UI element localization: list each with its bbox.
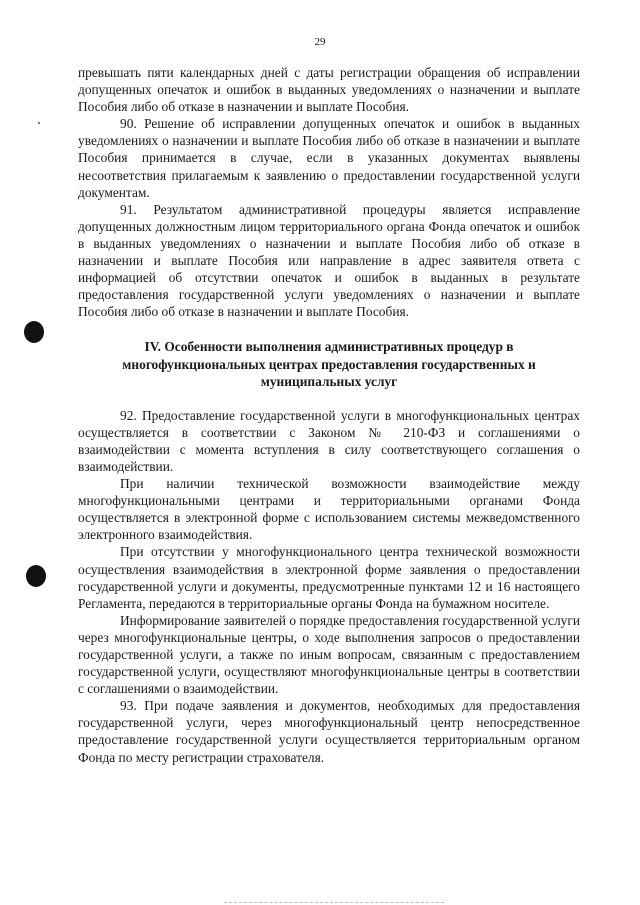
page-number: 29 [314,36,326,48]
paragraph-90: 90. Решение об исправлении допущенных опечаток и ошибок в выданных уведомлениях о назначении и выплате Пособия либо об отказе в назначении и выплате Пособия принимается в случае, если в указанных документах выявлены несоответствия прилагаемым к заявлению о предоставлении государственной услуги документам. [78,116,580,200]
bottom-edge-line [224,902,444,903]
margin-mark [38,122,40,124]
document-body [78,64,580,766]
paragraph-91: 91. Результатом административной процедуры является исправление допущенных должностным лицом территориального органа Фонда опечаток и ошибок в выданных уведомлениях о назначении и выплате Пособия либо об отказе в назначении и выплате Пособия или направление в адрес заявителя ответа с информацией об отсутствии опечаток и ошибок в выданных в результате предоставления государственной услуги уведомлениях о назначении и выплате Пособия либо об отказе в назначении и выплате Пособия. [78,201,580,320]
paragraph-92-paper: При отсутствии у многофункционального центра технической возможности осуществления взаимодействия в электронной форме заявления о предоставлении государственной услуги и документы, предусмотренные пунктами 12 и 16 настоящего Регламента, передаются в территориальные органы Фонда на бумажном носителе. [78,544,580,611]
paragraph-continuation: превышать пяти календарных дней с даты регистрации обращения об исправлении допущенных опечаток и ошибок в выданных уведомлениях о назначении и выплате Пособия либо об отказе в назначении и выплате Пособия. [78,65,580,115]
section-heading: IV. Особенности выполнения административных процедур в многофункциональных центрах предоставления государственных и муниципальных услуг [122,339,536,389]
binder-hole-bottom [26,565,46,587]
binder-hole-top [24,321,44,343]
paragraph-92-electronic: При наличии технической возможности взаимодействие между многофункциональными центрами и территориальными органами Фонда осуществляется в электронной форме с использованием системы межведомственного электронного взаимодействия. [78,476,580,543]
paragraph-93: 93. При подаче заявления и документов, необходимых для предоставления государственной услуги, через многофункциональный центр непосредственное предоставление государственной услуги осуществляется территориальным органом Фонда по месту регистрации страхователя. [78,698,580,765]
paragraph-92-informing: Информирование заявителей о порядке предоставления государственной услуги через многофункциональные центры, о ходе выполнения запросов о предоставлении государственной услуги, а также по иным вопросам, связанным с предоставлением государственной услуги, осуществляют многофункциональные центры в соответствии с соглашениями о взаимодействии. [78,612,580,697]
paragraph-92: 92. Предоставление государственной услуги в многофункциональных центрах осуществляется в соответствии с Законом № 210-ФЗ и соглашениями о взаимодействии с момента вступления в силу соответствующего соглашения о взаимодействии. [78,407,580,474]
